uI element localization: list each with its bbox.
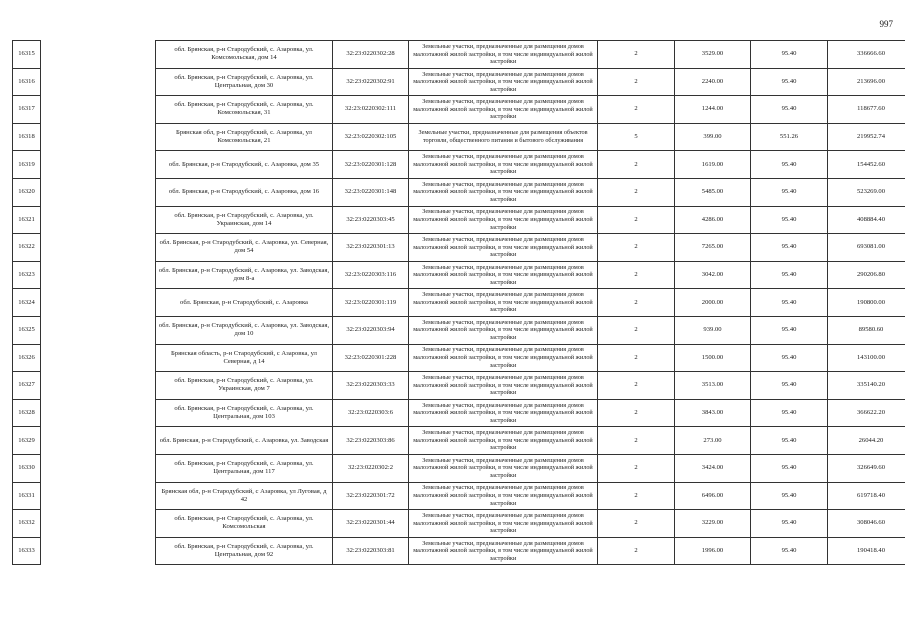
empty-cell xyxy=(41,41,156,69)
cadastral-number-cell: 32:23:0220303:33 xyxy=(333,372,409,400)
cadastral-value-cell: 326649.60 xyxy=(828,454,905,482)
specific-value-cell: 95.40 xyxy=(751,261,828,289)
cadastral-value-cell: 523269.00 xyxy=(828,178,905,206)
land-use-cell: Земельные участки, предназначенные для размещения домов малоэтажной жилой застройки, в том числе индивидуальной жилой застройки xyxy=(409,344,598,372)
address-cell: обл. Брянская, р-н Стародубский, с. Азаровка, ул. Северная, дом 54 xyxy=(156,234,333,262)
area-cell: 3424.00 xyxy=(675,454,751,482)
row-number-cell: 16321 xyxy=(13,206,41,234)
land-use-cell: Земельные участки, предназначенные для размещения домов малоэтажной жилой застройки, в том числе индивидуальной жилой застройки xyxy=(409,289,598,317)
land-use-cell: Земельные участки, предназначенные для размещения объектов торговли, общественного питания и бытового обслуживания xyxy=(409,123,598,151)
table-row xyxy=(13,372,905,400)
land-use-cell: Земельные участки, предназначенные для размещения домов малоэтажной жилой застройки, в том числе индивидуальной жилой застройки xyxy=(409,427,598,455)
area-cell: 5485.00 xyxy=(675,178,751,206)
group-cell: 2 xyxy=(598,289,675,317)
address-cell: Брянская область, р-н Стародубский, с Азаровка, ул Северная, д 14 xyxy=(156,344,333,372)
group-cell: 2 xyxy=(598,234,675,262)
row-number-cell: 16320 xyxy=(13,178,41,206)
specific-value-cell: 95.40 xyxy=(751,151,828,179)
cadastral-value-cell: 308046.60 xyxy=(828,510,905,538)
cadastral-value-cell: 190800.00 xyxy=(828,289,905,317)
land-use-cell: Земельные участки, предназначенные для размещения домов малоэтажной жилой застройки, в том числе индивидуальной жилой застройки xyxy=(409,482,598,510)
group-cell: 5 xyxy=(598,123,675,151)
cadastral-value-cell: 335140.20 xyxy=(828,372,905,400)
address-cell: обл. Брянская, р-н Стародубский, с. Азаровка, ул. Центральная, дом 30 xyxy=(156,68,333,96)
area-cell: 2240.00 xyxy=(675,68,751,96)
group-cell: 2 xyxy=(598,206,675,234)
row-number-cell: 16329 xyxy=(13,427,41,455)
table-row xyxy=(13,234,905,262)
table-row xyxy=(13,261,905,289)
land-use-cell: Земельные участки, предназначенные для размещения домов малоэтажной жилой застройки, в том числе индивидуальной жилой застройки xyxy=(409,510,598,538)
address-cell: обл. Брянская, р-н Стародубский, с. Азаровка, ул. Комсомольская xyxy=(156,510,333,538)
address-cell: Брянская обл, р-н Стародубский, с. Азаровка, ул Комсомольская, 21 xyxy=(156,123,333,151)
row-number-cell: 16322 xyxy=(13,234,41,262)
group-cell: 2 xyxy=(598,399,675,427)
address-cell: обл. Брянская, р-н Стародубский, с. Азаровка, ул. Заводская, дом 10 xyxy=(156,316,333,344)
row-number-cell: 16330 xyxy=(13,454,41,482)
row-number-cell: 16327 xyxy=(13,372,41,400)
address-cell: обл. Брянская, р-н Стародубский, с. Азаровка, ул. Комсомольская, 31 xyxy=(156,96,333,124)
empty-cell xyxy=(41,344,156,372)
cadastral-number-cell: 32:23:0220302:105 xyxy=(333,123,409,151)
table-row xyxy=(13,178,905,206)
land-use-cell: Земельные участки, предназначенные для размещения домов малоэтажной жилой застройки, в том числе индивидуальной жилой застройки xyxy=(409,151,598,179)
table-body xyxy=(13,41,905,565)
address-cell: обл. Брянская, р-н Стародубский, с. Азаровка, дом 35 xyxy=(156,151,333,179)
area-cell: 939.00 xyxy=(675,316,751,344)
table-row xyxy=(13,151,905,179)
group-cell: 2 xyxy=(598,454,675,482)
area-cell: 1244.00 xyxy=(675,96,751,124)
specific-value-cell: 95.40 xyxy=(751,41,828,69)
empty-cell xyxy=(41,68,156,96)
group-cell: 2 xyxy=(598,96,675,124)
empty-cell xyxy=(41,96,156,124)
group-cell: 2 xyxy=(598,537,675,565)
specific-value-cell: 95.40 xyxy=(751,482,828,510)
address-cell: Брянская обл, р-н Стародубский, с Азаровка, ул Луговая, д 42 xyxy=(156,482,333,510)
row-number-cell: 16332 xyxy=(13,510,41,538)
area-cell: 4286.00 xyxy=(675,206,751,234)
land-use-cell: Земельные участки, предназначенные для размещения домов малоэтажной жилой застройки, в том числе индивидуальной жилой застройки xyxy=(409,41,598,69)
table-row xyxy=(13,510,905,538)
cadastral-value-cell: 408884.40 xyxy=(828,206,905,234)
cadastral-number-cell: 32:23:0220301:228 xyxy=(333,344,409,372)
specific-value-cell: 95.40 xyxy=(751,178,828,206)
land-use-cell: Земельные участки, предназначенные для размещения домов малоэтажной жилой застройки, в том числе индивидуальной жилой застройки xyxy=(409,372,598,400)
cadastral-number-cell: 32:23:0220301:119 xyxy=(333,289,409,317)
area-cell: 1996.00 xyxy=(675,537,751,565)
group-cell: 2 xyxy=(598,510,675,538)
land-use-cell: Земельные участки, предназначенные для размещения домов малоэтажной жилой застройки, в том числе индивидуальной жилой застройки xyxy=(409,399,598,427)
empty-cell xyxy=(41,482,156,510)
empty-cell xyxy=(41,234,156,262)
empty-cell xyxy=(41,261,156,289)
table-row xyxy=(13,41,905,69)
area-cell: 1500.00 xyxy=(675,344,751,372)
land-use-cell: Земельные участки, предназначенные для размещения домов малоэтажной жилой застройки, в том числе индивидуальной жилой застройки xyxy=(409,234,598,262)
area-cell: 3513.00 xyxy=(675,372,751,400)
address-cell: обл. Брянская, р-н Стародубский, с. Азаровка, ул. Заводская xyxy=(156,427,333,455)
land-use-cell: Земельные участки, предназначенные для размещения домов малоэтажной жилой застройки, в том числе индивидуальной жилой застройки xyxy=(409,178,598,206)
address-cell: обл. Брянская, р-н Стародубский, с. Азаровка, ул. Заводская, дом 8-а xyxy=(156,261,333,289)
cadastral-number-cell: 32:23:0220302:91 xyxy=(333,68,409,96)
cadastral-number-cell: 32:23:0220302:2 xyxy=(333,454,409,482)
empty-cell xyxy=(41,427,156,455)
table-row xyxy=(13,316,905,344)
land-use-cell: Земельные участки, предназначенные для размещения домов малоэтажной жилой застройки, в том числе индивидуальной жилой застройки xyxy=(409,537,598,565)
empty-cell xyxy=(41,316,156,344)
cadastral-number-cell: 32:23:0220302:111 xyxy=(333,96,409,124)
specific-value-cell: 95.40 xyxy=(751,289,828,317)
cadastral-value-cell: 118677.60 xyxy=(828,96,905,124)
cadastral-value-cell: 154452.60 xyxy=(828,151,905,179)
group-cell: 2 xyxy=(598,178,675,206)
specific-value-cell: 551.26 xyxy=(751,123,828,151)
cadastral-number-cell: 32:23:0220303:116 xyxy=(333,261,409,289)
row-number-cell: 16331 xyxy=(13,482,41,510)
row-number-cell: 16328 xyxy=(13,399,41,427)
specific-value-cell: 95.40 xyxy=(751,454,828,482)
row-number-cell: 16315 xyxy=(13,41,41,69)
land-use-cell: Земельные участки, предназначенные для размещения домов малоэтажной жилой застройки, в том числе индивидуальной жилой застройки xyxy=(409,68,598,96)
cadastral-value-cell: 619718.40 xyxy=(828,482,905,510)
cadastral-value-cell: 336666.60 xyxy=(828,41,905,69)
table-row xyxy=(13,96,905,124)
area-cell: 273.00 xyxy=(675,427,751,455)
address-cell: обл. Брянская, р-н Стародубский, с. Азаровка xyxy=(156,289,333,317)
land-use-cell: Земельные участки, предназначенные для размещения домов малоэтажной жилой застройки, в том числе индивидуальной жилой застройки xyxy=(409,96,598,124)
specific-value-cell: 95.40 xyxy=(751,372,828,400)
area-cell: 3229.00 xyxy=(675,510,751,538)
cadastral-number-cell: 32:23:0220303:94 xyxy=(333,316,409,344)
specific-value-cell: 95.40 xyxy=(751,96,828,124)
area-cell: 6496.00 xyxy=(675,482,751,510)
group-cell: 2 xyxy=(598,68,675,96)
land-use-cell: Земельные участки, предназначенные для размещения домов малоэтажной жилой застройки, в том числе индивидуальной жилой застройки xyxy=(409,261,598,289)
cadastral-value-cell: 693081.00 xyxy=(828,234,905,262)
table-row xyxy=(13,68,905,96)
cadastral-value-cell: 26044.20 xyxy=(828,427,905,455)
cadastral-number-cell: 32:23:0220303:86 xyxy=(333,427,409,455)
address-cell: обл. Брянская, р-н Стародубский, с. Азаровка, ул. Центральная, дом 92 xyxy=(156,537,333,565)
cadastral-value-cell: 190418.40 xyxy=(828,537,905,565)
specific-value-cell: 95.40 xyxy=(751,427,828,455)
land-use-cell: Земельные участки, предназначенные для размещения домов малоэтажной жилой застройки, в том числе индивидуальной жилой застройки xyxy=(409,316,598,344)
area-cell: 3843.00 xyxy=(675,399,751,427)
group-cell: 2 xyxy=(598,344,675,372)
address-cell: обл. Брянская, р-н Стародубский, с. Азаровка, ул. Украинская, дом 7 xyxy=(156,372,333,400)
area-cell: 3042.00 xyxy=(675,261,751,289)
address-cell: обл. Брянская, р-н Стародубский, с. Азаровка, ул. Комсомольская, дом 14 xyxy=(156,41,333,69)
group-cell: 2 xyxy=(598,151,675,179)
empty-cell xyxy=(41,289,156,317)
empty-cell xyxy=(41,537,156,565)
address-cell: обл. Брянская, р-н Стародубский, с. Азаровка, ул. Центральная, дом 103 xyxy=(156,399,333,427)
group-cell: 2 xyxy=(598,482,675,510)
area-cell: 1619.00 xyxy=(675,151,751,179)
group-cell: 2 xyxy=(598,372,675,400)
row-number-cell: 16317 xyxy=(13,96,41,124)
cadastral-value-cell: 213696.00 xyxy=(828,68,905,96)
table-row xyxy=(13,289,905,317)
specific-value-cell: 95.40 xyxy=(751,510,828,538)
specific-value-cell: 95.40 xyxy=(751,316,828,344)
row-number-cell: 16324 xyxy=(13,289,41,317)
cadastral-number-cell: 32:23:0220303:45 xyxy=(333,206,409,234)
row-number-cell: 16318 xyxy=(13,123,41,151)
table-row xyxy=(13,427,905,455)
cadastral-value-cell: 366622.20 xyxy=(828,399,905,427)
area-cell: 7265.00 xyxy=(675,234,751,262)
specific-value-cell: 95.40 xyxy=(751,206,828,234)
area-cell: 3529.00 xyxy=(675,41,751,69)
address-cell: обл. Брянская, р-н Стародубский, с. Азаровка, ул. Украинская, дом 14 xyxy=(156,206,333,234)
cadastral-number-cell: 32:23:0220301:13 xyxy=(333,234,409,262)
row-number-cell: 16333 xyxy=(13,537,41,565)
table-row xyxy=(13,482,905,510)
address-cell: обл. Брянская, р-н Стародубский, с. Азаровка, дом 16 xyxy=(156,178,333,206)
group-cell: 2 xyxy=(598,427,675,455)
table-row xyxy=(13,344,905,372)
empty-cell xyxy=(41,151,156,179)
empty-cell xyxy=(41,372,156,400)
empty-cell xyxy=(41,454,156,482)
group-cell: 2 xyxy=(598,316,675,344)
cadastral-number-cell: 32:23:0220301:148 xyxy=(333,178,409,206)
cadastral-number-cell: 32:23:0220301:72 xyxy=(333,482,409,510)
empty-cell xyxy=(41,510,156,538)
area-cell: 399.00 xyxy=(675,123,751,151)
table-row xyxy=(13,399,905,427)
specific-value-cell: 95.40 xyxy=(751,537,828,565)
cadastral-number-cell: 32:23:0220303:6 xyxy=(333,399,409,427)
specific-value-cell: 95.40 xyxy=(751,399,828,427)
empty-cell xyxy=(41,123,156,151)
row-number-cell: 16319 xyxy=(13,151,41,179)
cadastral-number-cell: 32:23:0220301:44 xyxy=(333,510,409,538)
address-cell: обл. Брянская, р-н Стародубский, с. Азаровка, ул. Центральная, дом 117 xyxy=(156,454,333,482)
empty-cell xyxy=(41,399,156,427)
specific-value-cell: 95.40 xyxy=(751,344,828,372)
row-number-cell: 16326 xyxy=(13,344,41,372)
cadastral-value-cell: 219952.74 xyxy=(828,123,905,151)
row-number-cell: 16323 xyxy=(13,261,41,289)
land-use-cell: Земельные участки, предназначенные для размещения домов малоэтажной жилой застройки, в том числе индивидуальной жилой застройки xyxy=(409,206,598,234)
specific-value-cell: 95.40 xyxy=(751,68,828,96)
cadastral-value-cell: 290206.80 xyxy=(828,261,905,289)
cadastral-value-table xyxy=(12,40,905,565)
group-cell: 2 xyxy=(598,261,675,289)
row-number-cell: 16316 xyxy=(13,68,41,96)
specific-value-cell: 95.40 xyxy=(751,234,828,262)
land-use-cell: Земельные участки, предназначенные для размещения домов малоэтажной жилой застройки, в том числе индивидуальной жилой застройки xyxy=(409,454,598,482)
row-number-cell: 16325 xyxy=(13,316,41,344)
empty-cell xyxy=(41,178,156,206)
cadastral-number-cell: 32:23:0220301:128 xyxy=(333,151,409,179)
table-row xyxy=(13,454,905,482)
table-row xyxy=(13,537,905,565)
group-cell: 2 xyxy=(598,41,675,69)
cadastral-value-cell: 89580.60 xyxy=(828,316,905,344)
page-number: 997 xyxy=(879,19,893,29)
table-row xyxy=(13,206,905,234)
cadastral-number-cell: 32:23:0220302:28 xyxy=(333,41,409,69)
empty-cell xyxy=(41,206,156,234)
area-cell: 2000.00 xyxy=(675,289,751,317)
table-row xyxy=(13,123,905,151)
cadastral-number-cell: 32:23:0220303:81 xyxy=(333,537,409,565)
cadastral-value-cell: 143100.00 xyxy=(828,344,905,372)
